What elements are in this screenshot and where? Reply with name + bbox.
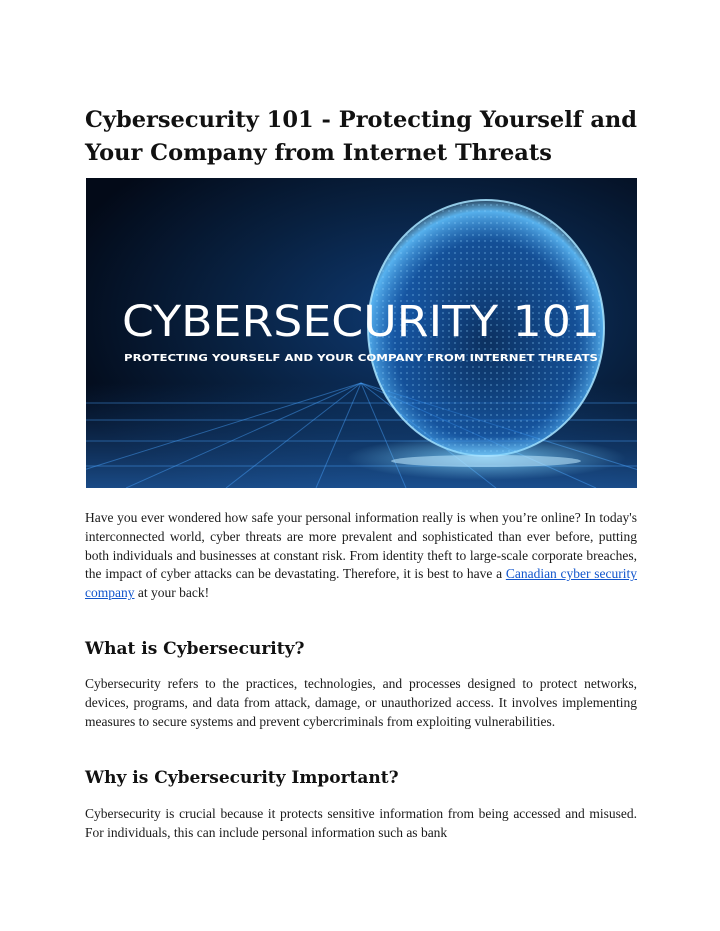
hero-headline: CYBERSECURITY 101 xyxy=(122,297,600,347)
intro-text-before-link: Have you ever wondered how safe your personal information really is when you’re online? In today's interconnected world, cyber threats are more prevalent and sophisticated than ever before, putting both individuals and businesses at constant risk. From identity theft to large-scale corporate breaches, the impact of cyber attacks can be devastating. Therefore, it is best to have a xyxy=(85,510,637,582)
section-heading-what-is-cybersecurity: What is Cybersecurity? xyxy=(85,639,305,659)
page-title: Cybersecurity 101 - Protecting Yourself and Your Company from Internet Threats xyxy=(85,107,637,166)
intro-text-after-link: at your back! xyxy=(134,585,210,601)
section-body-why-important: Cybersecurity is crucial because it protects sensitive information from being accessed and misused. For individuals, this can include personal information such as bank xyxy=(85,806,637,840)
section-heading-why-important: Why is Cybersecurity Important? xyxy=(85,768,399,788)
section-body-what-is-cybersecurity: Cybersecurity refers to the practices, technologies, and processes designed to protect networks, devices, programs, and data from attack, damage, or unauthorized access. It involves implementing measures to secure systems and prevent cybercriminals from exploiting vulnerabilities. xyxy=(85,676,637,729)
intro-paragraph xyxy=(85,509,637,603)
hero-graphic xyxy=(86,178,637,488)
hero-image xyxy=(86,178,637,488)
hero-subline: PROTECTING YOURSELF AND YOUR COMPANY FROM INTERNET THREATS xyxy=(124,353,598,364)
canadian-cyber-security-company-link[interactable]: Canadian cyber security company xyxy=(85,566,637,601)
